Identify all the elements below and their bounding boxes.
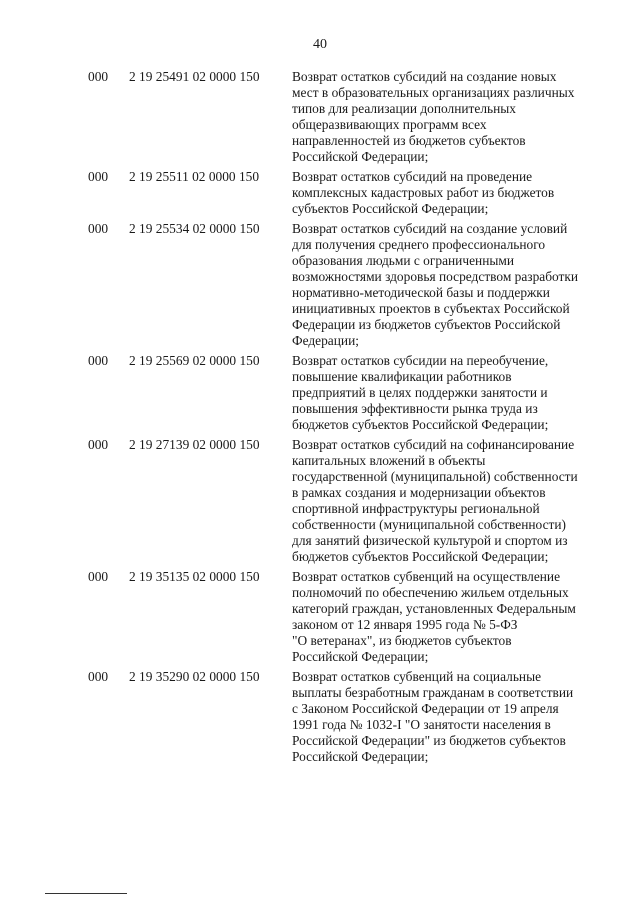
- budget-classification-code: 2 19 35135 02 0000 150: [129, 569, 260, 584]
- revenue-name-line: законом от 12 января 1995 года № 5-ФЗ: [292, 617, 518, 632]
- admin-code: 000: [88, 669, 109, 684]
- revenue-name-line: Возврат остатков субсидий на проведение: [292, 169, 533, 184]
- table-row: [0, 169, 640, 217]
- revenue-name-line: Возврат остатков субсидий на создание новых: [292, 69, 557, 84]
- revenue-name-line: повышения эффективности рынка труда из: [292, 401, 538, 416]
- admin-code: 000: [88, 221, 109, 236]
- revenue-name-line: категорий граждан, установленных Федеральным: [292, 601, 576, 616]
- revenue-name-line: 1991 года № 1032-I "О занятости населения в: [292, 717, 551, 732]
- admin-code: 000: [88, 169, 109, 184]
- footer-divider: [45, 893, 127, 894]
- revenue-name-line: с Законом Российской Федерации от 19 апреля: [292, 701, 559, 716]
- revenue-name: [292, 437, 606, 565]
- revenue-name-line: Федерации из бюджетов субъектов Российской: [292, 317, 561, 332]
- revenue-name-line: Возврат остатков субсидии на переобучение,: [292, 353, 549, 368]
- revenue-name-line: типов для реализации дополнительных: [292, 101, 516, 116]
- table-row: [0, 669, 640, 765]
- revenue-name-line: Федерации;: [292, 333, 359, 348]
- revenue-name-line: Возврат остатков субсидий на софинансирование: [292, 437, 575, 452]
- revenue-name: [292, 569, 606, 665]
- revenue-name-line: бюджетов субъектов Российской Федерации;: [292, 417, 549, 432]
- revenue-name-line: капитальных вложений в объекты: [292, 453, 486, 468]
- page-number: 40: [313, 37, 327, 52]
- revenue-name-line: полномочий по обеспечению жильем отдельных: [292, 585, 569, 600]
- revenue-name-line: общеразвивающих программ всех: [292, 117, 487, 132]
- revenue-name-line: Российской Федерации;: [292, 149, 429, 164]
- revenue-name-line: спортивной инфраструктуры региональной: [292, 501, 540, 516]
- budget-classification-code: 2 19 27139 02 0000 150: [129, 437, 260, 452]
- revenue-name-line: в рамках создания и модернизации объектов: [292, 485, 546, 500]
- admin-code: 000: [88, 69, 109, 84]
- revenue-name-line: собственности (муниципальной собственности): [292, 517, 567, 532]
- revenue-name-line: Российской Федерации;: [292, 749, 429, 764]
- table-row: [0, 221, 640, 349]
- revenue-name-line: государственной (муниципальной) собственности: [292, 469, 578, 484]
- budget-classification-code: 2 19 25569 02 0000 150: [129, 353, 260, 368]
- budget-code-table: [0, 69, 640, 765]
- admin-code: 000: [88, 437, 109, 452]
- admin-code: 000: [88, 569, 109, 584]
- budget-classification-code: 2 19 25511 02 0000 150: [129, 169, 260, 184]
- revenue-name-line: комплексных кадастровых работ из бюджетов: [292, 185, 555, 200]
- revenue-name-line: возможностями здоровья посредством разработки: [292, 269, 579, 284]
- budget-classification-code: 2 19 35290 02 0000 150: [129, 669, 260, 684]
- revenue-name-line: Возврат остатков субсидий на создание условий: [292, 221, 568, 236]
- revenue-name-line: Возврат остатков субвенций на социальные: [292, 669, 542, 684]
- budget-classification-code: 2 19 25491 02 0000 150: [129, 69, 260, 84]
- revenue-name-line: мест в образовательных организациях различных: [292, 85, 575, 100]
- revenue-name: [292, 221, 606, 349]
- revenue-name: [292, 169, 606, 217]
- revenue-name-line: для занятий физической культурой и спортом из: [292, 533, 568, 548]
- budget-classification-code: 2 19 25534 02 0000 150: [129, 221, 260, 236]
- revenue-name-line: субъектов Российской Федерации;: [292, 201, 489, 216]
- revenue-name: [292, 69, 606, 165]
- table-row: [0, 569, 640, 665]
- revenue-name: [292, 669, 606, 765]
- table-row: [0, 437, 640, 565]
- table-row: [0, 353, 640, 433]
- revenue-name-line: для получения среднего профессионального: [292, 237, 546, 252]
- revenue-name-line: нормативно-методической базы и поддержки: [292, 285, 550, 300]
- revenue-name: [292, 353, 606, 433]
- revenue-name-line: бюджетов субъектов Российской Федерации;: [292, 549, 549, 564]
- table-row: [0, 69, 640, 165]
- revenue-name-line: инициативных проектов в субъектах Российской: [292, 301, 570, 316]
- revenue-name-line: Российской Федерации;: [292, 649, 429, 664]
- revenue-name-line: выплаты безработным гражданам в соответствии: [292, 685, 574, 700]
- admin-code: 000: [88, 353, 109, 368]
- revenue-name-line: "О ветеранах", из бюджетов субъектов: [292, 633, 512, 648]
- revenue-name-line: образования людьми с ограниченными: [292, 253, 514, 268]
- revenue-name-line: предприятий в целях поддержки занятости и: [292, 385, 548, 400]
- revenue-name-line: повышение квалификации работников: [292, 369, 512, 384]
- revenue-name-line: Возврат остатков субвенций на осуществление: [292, 569, 561, 584]
- revenue-name-line: направленностей из бюджетов субъектов: [292, 133, 526, 148]
- revenue-name-line: Российской Федерации" из бюджетов субъектов: [292, 733, 566, 748]
